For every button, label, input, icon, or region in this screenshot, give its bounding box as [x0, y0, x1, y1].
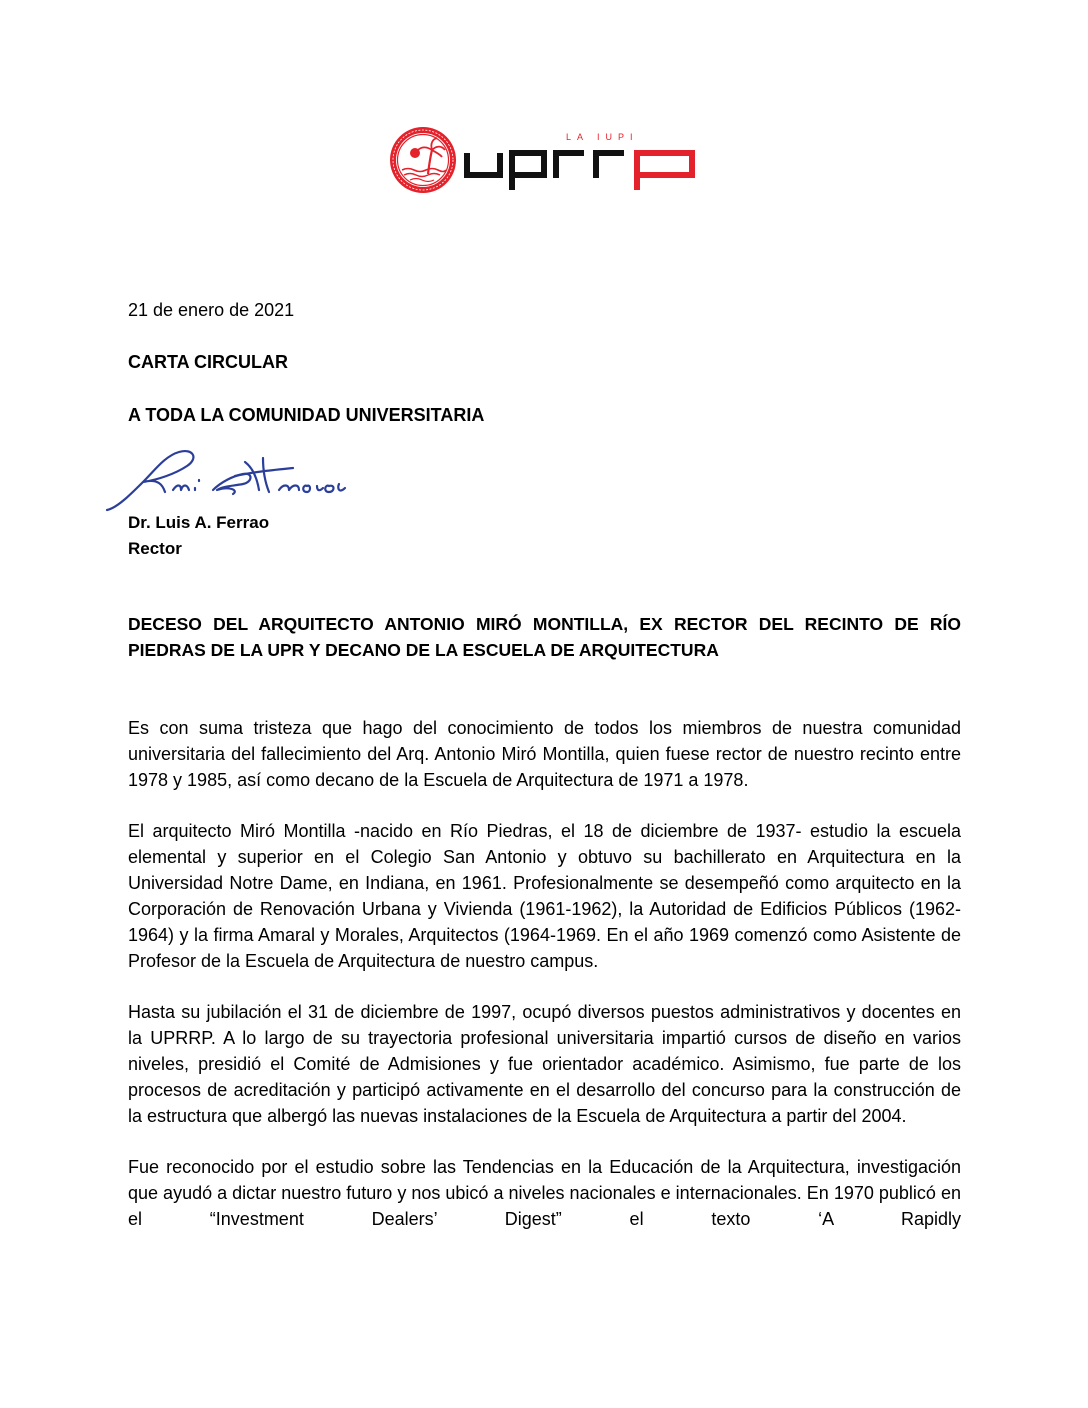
- signer-title: Rector: [128, 539, 182, 558]
- wordmark: [467, 153, 692, 190]
- body-paragraph: El arquitecto Miró Montilla -nacido en Río Piedras, el 18 de diciembre de 1937- estudio la escuela elemental y superior en el Colegio San Antonio y obtuvo su bachillerato en Arquitectura en la Universidad Notre Dame, en Indiana, en 1961. Profesionalmente se desempeñó como arquitecto en la Corporación de Renovación Urbana y Vivienda (1961-1962), la Autoridad de Edificios Públicos (1962-1964) y la firma Amaral y Morales, Arquitectos (1964-1969. En el año 1969 comenzó como Asistente de Profesor de la Escuela de Arquitectura de nuestro campus.: [128, 821, 961, 971]
- svg-text:LA IUPI: LA IUPI: [566, 132, 639, 142]
- body-paragraph: Hasta su jubilación el 31 de diciembre de 1997, ocupó diversos puestos administrativos y docentes en la UPRRP. A lo largo de su trayectoria profesional universitaria impartió cursos de diseño en varios niveles, presidió el Comité de Admisiones y fue orientador académico. Asimismo, fue parte de los procesos de acreditación y participó activamente en el desarrollo del concurso para la construcción de la estructura que albergó las nuevas instalaciones de la Escuela de Arquitectura a partir del 2004.: [128, 1002, 961, 1126]
- letter-date: 21 de enero de 2021: [128, 300, 295, 320]
- letter-subject: DECESO DEL ARQUITECTO ANTONIO MIRÓ MONTILLA, EX RECTOR DEL RECINTO DE RÍO PIEDRAS DE LA UPR Y DECANO DE LA ESCUELA DE ARQUITECTURA: [128, 614, 961, 660]
- letter-recipient: A TODA LA COMUNIDAD UNIVERSITARIA: [128, 405, 485, 425]
- uprrp-logo: [388, 126, 698, 194]
- signer-block: [128, 510, 269, 562]
- body-paragraph: Es con suma tristeza que hago del conocimiento de todos los miembros de nuestra comunidad universitaria del fallecimiento del Arq. Antonio Miró Montilla, quien fuese rector de nuestro recinto entre 1978 y 1985, así como decano de la Escuela de Arquitectura de 1971 a 1978.: [128, 718, 961, 790]
- university-seal-icon: [390, 127, 456, 193]
- letter-body: [128, 715, 961, 1257]
- handwritten-signature: [103, 438, 353, 516]
- uprrp-logo-graphic: [388, 126, 698, 194]
- body-paragraph: Fue reconocido por el estudio sobre las Tendencias en la Educación de la Arquitectura, investigación que ayudó a dictar nuestro futuro y nos ubicó a niveles nacionales e internacionales. En 1970 publicó en el “Investment Dealers’ Digest” el texto ‘A Rapidly: [128, 1157, 961, 1229]
- letter-type: CARTA CIRCULAR: [128, 352, 288, 372]
- signer-name: Dr. Luis A. Ferrao: [128, 513, 270, 532]
